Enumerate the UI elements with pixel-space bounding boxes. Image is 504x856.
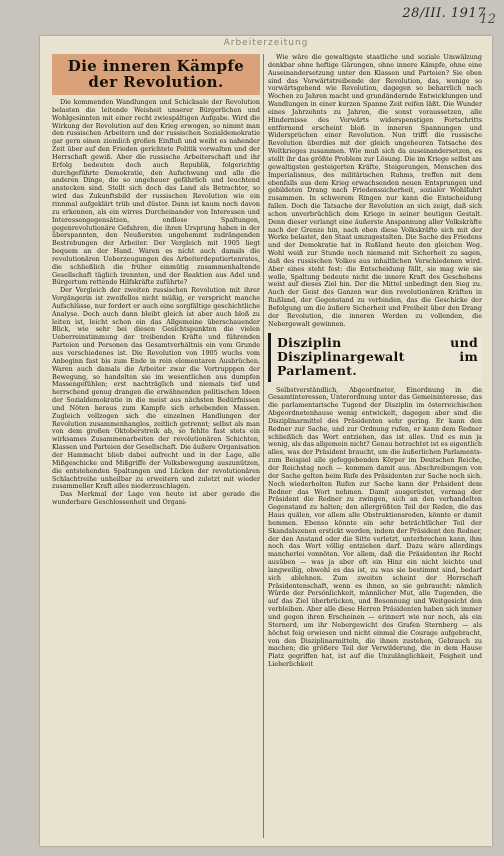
masthead-remnant: Arbeiterzeitung [223,38,309,48]
article1-headline-box [52,54,260,95]
article1-paragraph: Die kommenden Wandlungen und Schicksale der Revolution belasten die leitende Weisheit unserer Bürgerlichen und Wohlgesinnten mit einer recht zwiespältigen Aufgabe. Wird die Wirkung der Revolution auf den Krieg erwogen, so nimmt man den russischen Arbeitern und der russischen Sozialdemokratie gar gern einen ziemlich großen Einfluß und weiht es nahender Zeit über auf den Frieden gerichtete Politik vorwalten und der Herrschaft gewiß. Aber die russische Arbeiterschaft und ihr Erfolg bedeuten doch auch Republik, folgerichtig durchgeführte Demokratie, den Aufschwung und alle die anderen Dinge, die so ungeheuer gefährlich und leuchtend anstecken sind. Stellt sich doch das Land als Betrachter, so wird das Zukunftsbild der russischen Revolution wie ein rinnmal aufgeklärt trüb und düster. Dann ist kaum noch davon zu erkennen, als ein wirres Durcheinander von Interessen und Interessengegensätzen, endlose Spaltungen, gegenrevolutionäre Gefahren, die ihren Ursprung haben in der überspannten, den Neußersten ungehemmt zudrängenden Bestrebungen der Arbeiter. Der Vergleich mit 1905 liegt bequem an der Hand. Waren es nicht auch damals die revolutionären Ueberzeugungen des Arbeiterdeputiertenrates, die schließlich die früher einmütig zusammenhaltende Gesellschaft täglich trennten, und der Reaktion aus Adel und Bürgertum rettende Hilfskräfte zuführte? [52,98,260,287]
article2-headline-box [268,333,482,382]
article2-title: Disziplin und Disziplinargewalt im Parlament. [277,334,478,378]
column-divider [263,54,264,838]
article1-continued-paragraph: Wie wäre die gewaltigste staatliche und soziale Umwälzung denkbar ohne heftige Gärungen, ohne innere Kämpfe, ohne eine Auseinandersetzung unter den Klassen und Parteien? Sie eben sind das Vorwärtstreibende der Revolution, das, wenige so vorwärtsgehend wie Revolution, dagegen so beharrlich nach Wochen zu Jahren macht und grundändernde Entwicklungen und Wandlungen in einer kurzen Spanne Zeit reifen läßt. Die Wunder eines Jahrzehnts zu Jahren, die sonst voraussetzen, alle Hindernisse des Vorwärts widerspenstigen Fortschritts entfernend erscheint bloß in inneren Spannungen und Widersprüchen einer Revolution. Nun trifft die russische Revolution überdies mit der gleich ungeheuren Tatsache des Weltkrieges zusammen. Wie muß sich da auseinandersetzen, es stellt ihr das größte Problem zur Lösung. Die im Kriege selbst am gewaltigsten gesteigerten Kräfte, Steigerungen, Menschen des Imperialismus, des militärischen Ruhms, treffen mit dem ebenfalls aus dem Krieg erwachsenden neuen Entsprungen und gebildeten Drang nach Friedenssicherheit, sozialer Wohlfahrt zusammen. In schwerem Ringen nur kann die Entscheidung fallen. Doch die Tatsache der Revolution an sich zeigt, daß sich schon unverbrüchlich dem Kriege in seiner heutigen Gestalt. Denn dieser verlangt eine äußerste Anspannung aller Volkskräfte nach der Grenze hin, nach eben diese Volkskräfte sich mit der Werke belastet, den Staat umzugestalten. Die Sache des Friedens und der Demokratie hat in Rußland heute den gleichen Weg. Wohl weiß zur Stunde noch niemand mit Sicherheit zu sagen, daß des russischen Volkes aus inhaltlichen Verschiedenen wird. Aber eines steht fest: die Entscheidung fällt, sie mag wie sie wolle, Spaltung bedeute nicht die innere Kraft des Geschehens weist auf dieses Ziel hin. Der die Mittel unbedingt den Sieg zu. Auch der Geist des Ganzen war den revolutionären Kräften in Rußland, der Gegenstand zu verbinden, das die Geschicke der Befolgung um die äußere Sicherheit und Freiheit über den Drang der Revolution, die inneren Werden zu vollenden, die Nebergewalt gewinnen. [268,54,482,328]
article2-paragraph: Selbstverständlich, Abgeordneter, Einordnung in die Gesamtinteressen, Unterordnung unter das Gemeininteresse, das die parlamentarische Tugend der Disziplin im österreichischen Abgeordnetenhause wenig entwickelt, dagegen aber sind die Disziplinarmittel des Präsidenten sehr gering. Er kann den Redner zur Sache, und zur Ordnung rufen, er kann dem Redner schließlich das Wort entziehen, das ist alles. Und es nun ja wenig, als das allgemein nicht? Genau betrachtet ist es eigentlich alles, was der Präsident braucht, um die äußerlichen Parlaments- zum Beispiel alle gefeggebenden Körper im Deutschen Reiche, der Reichstag noch — kommen damit aus. Abschreibungen von der Sache gelten beim Rufe des Präsidenten zur Sache noch sich. Noch wiederholten Rufen zur Sache kann der Präsident dem Redner das Wort nehmen. Damit ausgerüstet, vermag der Präsident die Redner zu zwingen, sich an den verhandelten Gegenstand zu halten; den allergrößten Teil der Reden, die das Haus quälen, vor allem alle Obstruktionsreden, könnte er damit hemmen. Ebenso könnte ein sehr beträchtlicher Teil der Skandalszenen erstickt werden, indem der Präsident den Redner, der den Anstand oder die Sitte verletzt, unterbrechen kann, ihm noch das Wort völlig entziehen darf. Dazu wäre allerdings mancherlei vonnöten. Vor allem, daß die Präsidenten ihr Recht ausüben — was ja aber oft ein Hinz ein nicht leichte und langweilig, obwohl es das ist, zu was sie bestimmt sind, bedarf sich ablehnen. Zum zweiten scheint der Herrschaft Präsidentenschaft, wenn es ihnen, so sie gebraucht: nämlich Würde der Persönlichkeit, männlicher Mut, alle Tugenden, die auf das Ziel überbrücken, und Besonnung und Weitgesicht den verbleiben. Aber alle diese Herren Präsidenten haben sich immer und gegen ihren Erscheinen — erinnert wie nur noch, als ein Sternerd, um ihr Nebergewicht des Grafen Sternberg — als höchst feig erwiesen und nicht einmal die Courage aufgebracht, von den Disziplinarmitteln, die ihnen zustehen, Gebrauch zu machen; die größere Teil der Verwilderung, die in dem Hause Platz gegriffen hat, ist auf die Unzulänglichkeit, Feigheit und Lieberlichkeit [268,385,482,669]
archive-date-note: 28/III. 1917 [402,6,486,21]
left-column [52,54,260,840]
article1-title: Die inneren Kämpfe der Revolution. [67,57,245,91]
article1-paragraph: Der Vergleich der zweiten russischen Revolution mit ihrer Vorgängerin ist zweifellos nicht müßig, er verspricht manche Aufschlüsse, nur fordert er auch eine sorgfältige geschichtliche Analyse. Doch auch dann bleibt gleich ist aber auch bloß zu leiten ist, leicht schon ein das Allgemeine überschauender Blick, wie sehr bei diesen Gesichtspunkten die vielen Ueberreinstimmung der treibenden Kräfte und führenden Parteien und Personen das Gesamtverhältnis ein vom Grunde aus verschiedenes ist. Die Revolution von 1905 wuchs vom Anbeginn fast bis zum Ende in rein elementaren Ausbrüchen. Waren auch damals die Arbeiter zwar die Vortrupppen der Bewegung, so handelten sie im wesentlichen aus dumpfen Massengefühlen; erst nachträglich und niemals tief und herrschend genug drangen die erwähnenden politischen Ideen der Sozialdemokratie in die meist aus nächsten Bedürfnissen und Nöten heraus zum Kampfe sich erhebenden Massen. Zugleich vollzogen sich die einzelnen Handlungen der Revolution zusammenhanglos, zeitlich getrennt; selbst als man von dem großen Oktoberstreik ab, so fehlte fast stets ein wirksames Zusammenarbeiten der revolutionären Schichten, Klassen und Parteien der Gesellschaft. Die äußere Organisation der Hammacht blieb dabei aufrecht und in der Lage, alle Mißgeschicke und Mißgriffe der Volksbewegung auszunützen, die entstehenden Spaltungen und Lücken der revolutionären Schlachtreihe unheilbar zu erweitern und zuletzt mit wieder zusammeller Kraft alles niederzuschlagen. [52,286,260,491]
right-column [268,54,482,840]
archive-number: 12 [479,12,496,27]
article1-paragraph: Das Merkmal der Lage von heute ist aber gerade die wunderbare Geschlossenheit und Organi- [52,490,260,507]
newspaper-clipping [40,36,492,846]
